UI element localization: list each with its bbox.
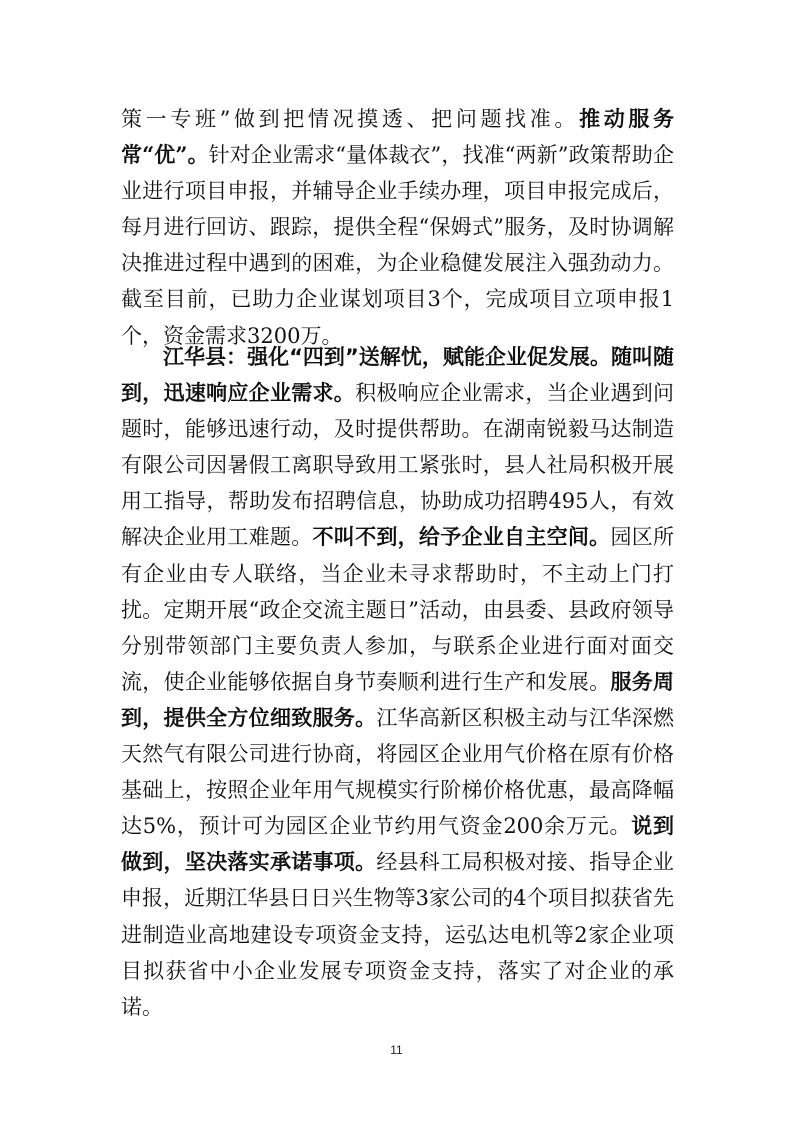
paragraph-text: 园区所有企业由专人联络，当企业未寻求帮助时，不主动上门打扰。定期开展“政企交流主题日”活动，由县委、县政府领导分别带领部门主要负责人参加，与联系企业进行面对面交流，使企业能够依据自身节奏顺利进行生产和发展。: [121, 525, 675, 694]
bold-subheading: 不叫不到，给予企业自主空间。: [312, 524, 611, 550]
paragraph-jianghua-county: [121, 339, 674, 1025]
page-number: 11: [390, 1043, 403, 1057]
paragraph-text: 江华高新区积极主动与江华深燃天然气有限公司进行协商，将园区企业用气价格在原有价格基础上，按照企业年用气规模实行阶梯价格优惠，最高降幅达5%，预计可为园区企业节约用气资金200余万元。: [121, 705, 674, 839]
paragraph-text: 积极响应企业需求，当企业遇到问题时，能够迅速行动，及时提供帮助。在湖南锐毅马达制造有限公司因暑假工离职导致用工紧张时，县人社局积极开展用工指导，帮助发布招聘信息，协助成功招聘495人，有效解决企业用工难题。: [121, 381, 675, 550]
paragraph-text: 策一专班”做到把情况摸透、把问题找准。: [121, 107, 580, 131]
bold-subheading: 随叫随到，迅速响应企业需求。: [121, 344, 675, 406]
bold-subheading: 说到做到，坚决落实承诺事项。: [121, 813, 674, 875]
bold-subheading: 推动服务常“优”。: [121, 106, 675, 168]
bold-subheading: 服务周到，提供全方位细致服务。: [121, 668, 675, 730]
paragraph-text: 经县科工局积极对接、指导企业申报，近期江华县日日兴生物等3家公司的4个项目拟获省先进制造业高地建设专项资金支持，运弘达电机等2家企业项目拟获省中小企业发展专项资金支持，落实了对企业的承诺。: [121, 850, 674, 1019]
paragraph-text: 针对企业需求“量体裁衣”，找准“两新”政策帮助企业进行项目申报，并辅导企业手续办理，项目申报完成后，每月进行回访、跟踪，提供全程“保姆式”服务，及时协调解决推进过程中遇到的困难，为企业稳健发展注入强劲动力。截至目前，已助力企业谋划项目3个，完成项目立项申报1个，资金需求3200万。: [121, 143, 674, 348]
section-heading: 江华县：强化“四到”送解忧，赋能企业促发展。: [163, 345, 611, 369]
paragraph-continuation: [121, 101, 674, 354]
